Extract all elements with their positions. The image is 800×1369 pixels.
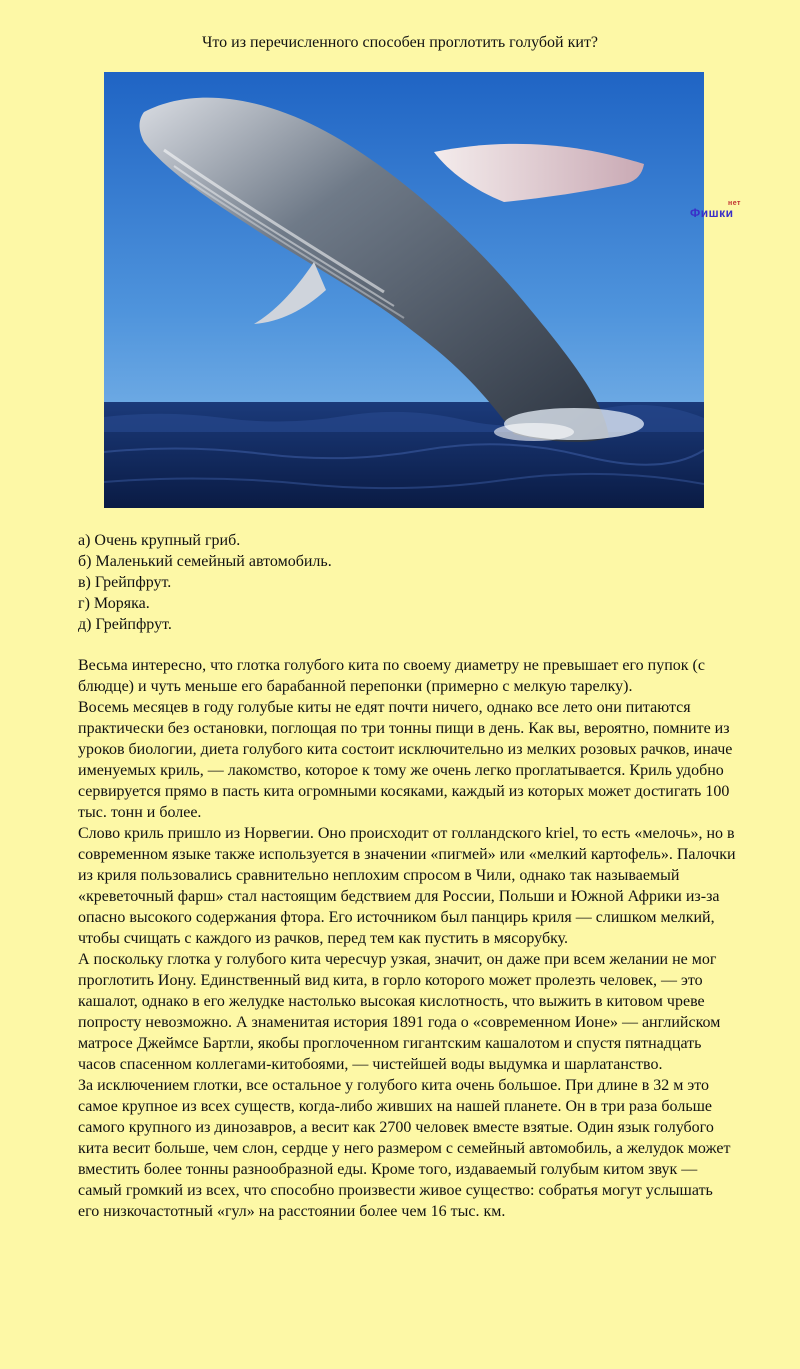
article-paragraph-1: Весьма интересно, что глотка голубого кита по своему диаметру не превышает его пупок (с блюдце) и чуть меньше его барабанной перепонки (примерно с мелкую тарелку). [78, 657, 705, 695]
answer-option-d: г) Моряка. [78, 595, 150, 612]
question-title: Что из перечисленного способен проглотить голубой кит? [201, 34, 599, 51]
answer-options [78, 530, 738, 635]
breaching-whale-illustration [104, 72, 704, 508]
watermark-brand: Фишки [690, 206, 734, 220]
article-paragraph-4: А поскольку глотка у голубого кита чересчур узкая, значит, он даже при всем желании не мог проглотить Иону. Единственный вид кита, в горло которого может пролезть человек, — это кашалот, однако в его желудке настолько высокая кислотность, что выжить в китовом чреве попросту невозможно. А знаменитая история 1891 года о «современном Ионе» — английском матросе Джеймсе Бартли, якобы проглоченном гигантским кашалотом и спустя пятнадцать часов спасенном коллегами-китобоями, — чистейшей воды выдумка и шарлатанство. [78, 951, 721, 1073]
article-text [78, 655, 738, 1222]
answer-option-b: б) Маленький семейный автомобиль. [78, 553, 332, 570]
answer-option-e: д) Грейпфрут. [78, 616, 172, 633]
article-paragraph-5: За исключением глотки, все остальное у голубого кита очень большое. При длине в 32 м это самое крупное из всех существ, когда-либо живших на нашей планете. Он в три раза больше самого крупного из динозавров, а весит как 2700 человек вместе взятые. Один язык голубого кита весит больше, чем слон, сердце у него размером с семейный автомобиль, а желудок может вместить более тонны разнообразной еды. Кроме того, издаваемый голубым китом звук — самый громкий из всех, что способно произвести живое существо: собратья могут услышать его низкочастотный «гул» на расстоянии более чем 16 тыс. км. [78, 1077, 731, 1220]
article-paragraph-3: Слово криль пришло из Норвегии. Оно происходит от голландского kriel, то есть «мелочь», но в современном языке также используется в значении «пигмей» или «мелкий картофель». Палочки из криля пользовались сравнительно неплохим спросом в Чили, однако так называемый «креветочный фарш» стал настоящим бедствием для России, Польши и Южной Африки из-за опасно высокого содержания фтора. Его источником был панцирь криля — слишком мелкий, чтобы счищать с каждого из рачков, перед тем как пустить в мясорубку. [78, 825, 736, 947]
answer-option-c: в) Грейпфрут. [78, 574, 172, 591]
whale-photo [104, 72, 704, 508]
article-paragraph-2: Восемь месяцев в году голубые киты не едят почти ничего, однако все лето они питаются практически без остановки, поглощая по три тонны пищи в день. Как вы, вероятно, помните из уроков биологии, диета голубого кита состоит исключительно из мелких розовых рачков, иначе именуемых криль, — лакомство, которое к тому же очень легко проглатывается. Криль удобно сервируется прямо в пасть кита огромными косяками, каждый из которых может достигать 100 тыс. тонн и более. [78, 699, 733, 821]
watermark-suffix: нет [728, 200, 741, 207]
answer-option-a: а) Очень крупный гриб. [78, 532, 241, 549]
watermark-logo [690, 200, 741, 220]
